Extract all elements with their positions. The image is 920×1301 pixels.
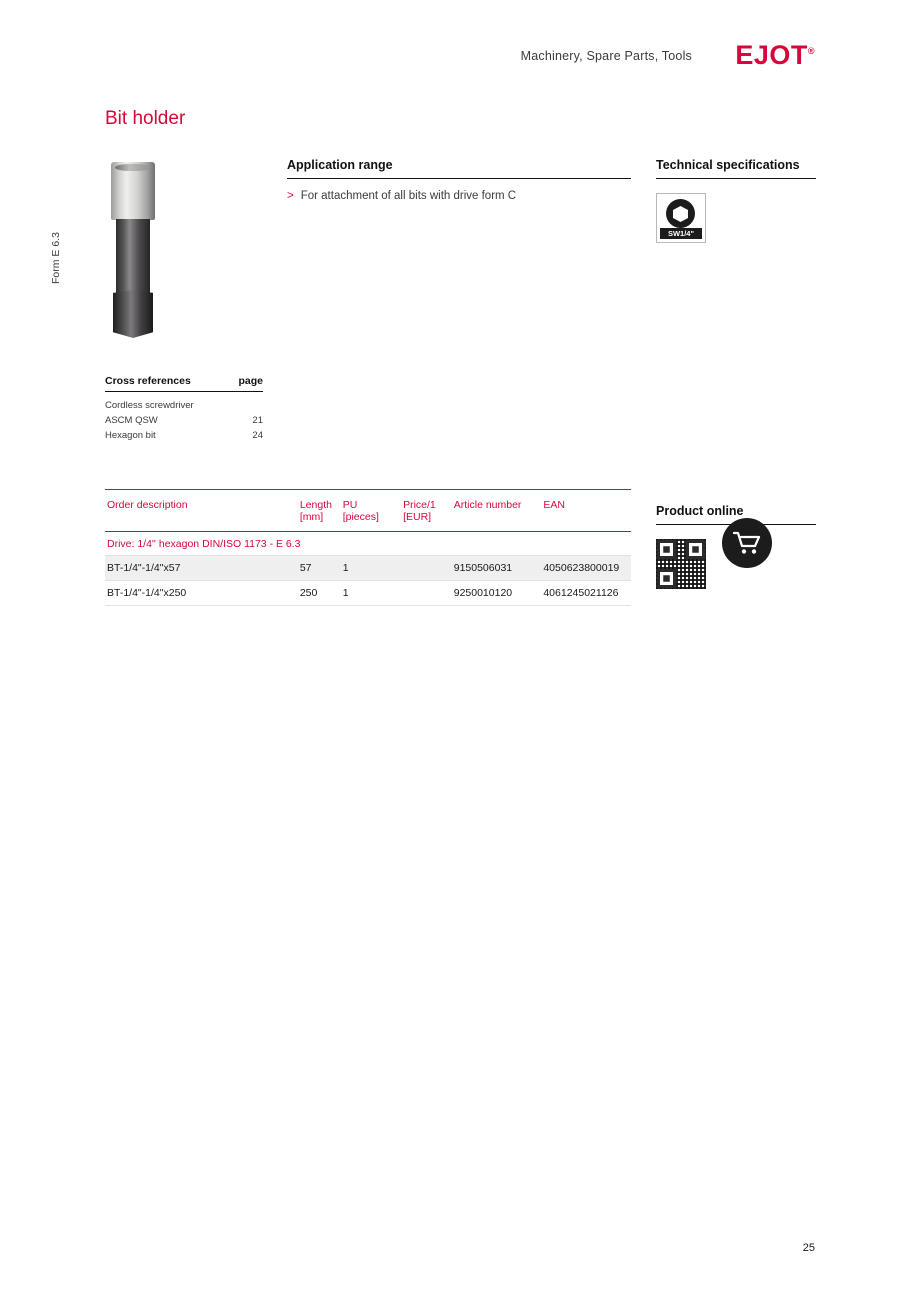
bit-holder-head-graphic [111, 162, 155, 220]
bullet-arrow-icon: > [287, 190, 294, 202]
cell-article-number: 9150506031 [453, 562, 513, 574]
page-number: 25 [802, 1242, 815, 1254]
order-table [105, 489, 631, 606]
cell-ean: 4050623800019 [543, 562, 620, 574]
cell-length: 250 [299, 587, 318, 599]
cross-references-heading: Cross references [105, 375, 191, 387]
cross-references-section [105, 375, 263, 441]
column-pu-unit: [pieces] [342, 511, 379, 523]
product-online-heading: Product online [656, 504, 816, 525]
technical-specifications-section [656, 158, 816, 243]
cross-reference-label: ASCM QSW [105, 415, 158, 426]
column-article-number: Article number [453, 499, 522, 511]
qr-finder-bottom-left [657, 569, 676, 588]
cell-pu: 1 [342, 562, 349, 574]
logo-text: EJOT [735, 40, 808, 70]
technical-specifications-heading: Technical specifications [656, 158, 816, 179]
hex-socket-icon [656, 193, 706, 243]
cell-length: 57 [299, 562, 312, 574]
hex-socket-size-label: SW1/4" [660, 228, 702, 239]
column-pu [343, 499, 403, 523]
cell-ean: 4061245021126 [543, 587, 619, 599]
table-row [105, 556, 631, 581]
cross-reference-row [105, 430, 263, 441]
application-range-heading: Application range [287, 158, 631, 179]
cross-reference-label: Cordless screwdriver [105, 400, 194, 411]
ejot-logo [735, 40, 815, 71]
table-row [105, 581, 631, 606]
column-price-unit: [EUR] [403, 511, 432, 523]
product-image [105, 162, 165, 342]
order-table-header [105, 489, 631, 532]
cell-price [403, 587, 454, 599]
column-length-unit: [mm] [299, 511, 324, 523]
product-online-section [656, 504, 816, 589]
column-ean: EAN [543, 499, 565, 511]
cross-references-header [105, 375, 263, 392]
qr-code[interactable] [656, 539, 706, 589]
application-range-item-text: For attachment of all bits with drive form C [300, 190, 517, 202]
column-pu-label: PU [342, 499, 358, 511]
cross-reference-row [105, 415, 263, 426]
cross-reference-page: 24 [252, 430, 263, 441]
application-range-item [287, 190, 631, 202]
application-range-section [287, 158, 631, 202]
bit-holder-hex-graphic [113, 290, 153, 338]
column-order-description: Order description [107, 499, 188, 511]
cell-pu: 1 [342, 587, 349, 599]
cross-reference-page: 21 [252, 415, 263, 426]
shopping-cart-icon[interactable] [722, 518, 772, 568]
order-table-group-label: Drive: 1/4'' hexagon DIN/ISO 1173 - E 6.3 [105, 532, 631, 556]
column-length [300, 499, 343, 523]
header-category: Machinery, Spare Parts, Tools [520, 49, 692, 63]
qr-finder-top-right [686, 540, 705, 559]
cell-order-description: BT-1/4"-1/4"x250 [107, 587, 187, 599]
cell-order-description: BT-1/4"-1/4"x57 [107, 562, 181, 574]
column-price-label: Price/1 [403, 499, 436, 511]
cross-references-page-heading: page [238, 375, 263, 387]
product-form-label: Form E 6.3 [50, 232, 62, 284]
cell-price [403, 562, 454, 574]
page-title: Bit holder [105, 108, 186, 129]
cell-article-number: 9250010120 [453, 587, 513, 599]
logo-registered-mark: ® [807, 46, 815, 56]
cross-reference-label: Hexagon bit [105, 430, 156, 441]
column-price [403, 499, 454, 523]
qr-finder-top-left [657, 540, 676, 559]
cross-reference-row [105, 400, 263, 411]
column-length-label: Length [299, 499, 332, 511]
